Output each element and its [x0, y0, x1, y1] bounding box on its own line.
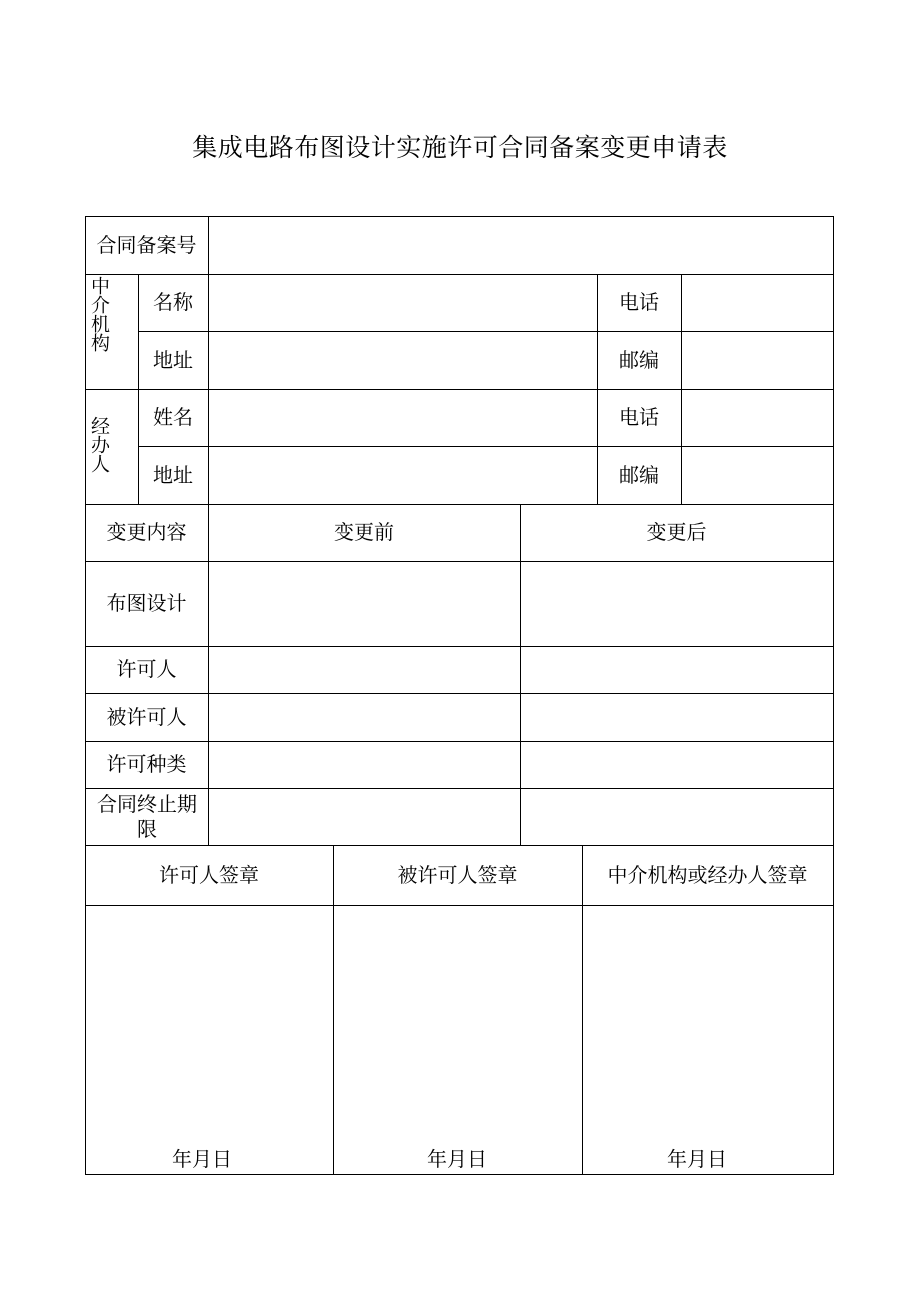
licensor-seal-area[interactable]	[86, 906, 333, 1136]
table-border-bottom	[85, 1174, 834, 1175]
handler-name-field[interactable]	[209, 390, 597, 446]
after-change-header: 变更后	[646, 520, 707, 544]
licensee-label: 被许可人	[106, 704, 187, 729]
licensee-before-field[interactable]	[209, 694, 520, 741]
licensee-after-field[interactable]	[521, 694, 833, 741]
licensor-label: 许可人	[116, 657, 177, 681]
change-content-label: 变更内容	[106, 520, 187, 544]
record-no-label: 合同备案号	[96, 232, 197, 257]
handler-label: 经办人	[88, 416, 110, 473]
licensor-seal-date: 年月日	[172, 1146, 232, 1171]
agency-seal-date: 年月日	[667, 1146, 727, 1171]
agency-seal-header: 中介机构或经办人签章	[607, 862, 808, 887]
layout-design-before-field[interactable]	[209, 562, 520, 646]
layout-design-after-field[interactable]	[521, 562, 833, 646]
handler-postcode-field[interactable]	[682, 447, 833, 504]
licensor-before-field[interactable]	[209, 647, 520, 693]
agency-address-field[interactable]	[209, 332, 597, 389]
agency-name-label: 名称	[153, 290, 193, 314]
contract-end-label: 合同终止期限	[97, 791, 197, 841]
table-border-right	[833, 216, 834, 1175]
agency-phone-label: 电话	[619, 290, 659, 314]
handler-name-label: 姓名	[153, 405, 193, 429]
license-type-before-field[interactable]	[209, 742, 520, 788]
agency-postcode-label: 邮编	[619, 347, 659, 372]
license-type-label: 许可种类	[106, 752, 187, 776]
licensee-seal-date: 年月日	[427, 1146, 487, 1171]
licensee-seal-area[interactable]	[334, 906, 582, 1136]
handler-postcode-label: 邮编	[619, 462, 659, 487]
handler-phone-field[interactable]	[682, 390, 833, 446]
contract-end-after-field[interactable]	[521, 789, 833, 845]
agency-seal-area[interactable]	[583, 906, 833, 1136]
licensee-seal-header: 被许可人签章	[397, 862, 518, 887]
application-form-table	[85, 216, 834, 1175]
licensor-after-field[interactable]	[521, 647, 833, 693]
contract-end-before-field[interactable]	[209, 789, 520, 845]
handler-address-field[interactable]	[209, 447, 597, 504]
form-title: 集成电路布图设计实施许可合同备案变更申请表	[192, 133, 728, 162]
agency-postcode-field[interactable]	[682, 332, 833, 389]
agency-label: 中介机构	[88, 276, 110, 352]
licensor-seal-header: 许可人签章	[159, 862, 259, 887]
handler-phone-label: 电话	[619, 405, 659, 429]
license-type-after-field[interactable]	[521, 742, 833, 788]
layout-design-label: 布图设计	[106, 591, 187, 615]
before-change-header: 变更前	[334, 520, 394, 544]
record-no-field[interactable]	[209, 217, 833, 274]
agency-address-label: 地址	[153, 347, 193, 372]
agency-phone-field[interactable]	[682, 275, 833, 331]
agency-name-field[interactable]	[209, 275, 597, 331]
handler-address-label: 地址	[153, 462, 193, 487]
